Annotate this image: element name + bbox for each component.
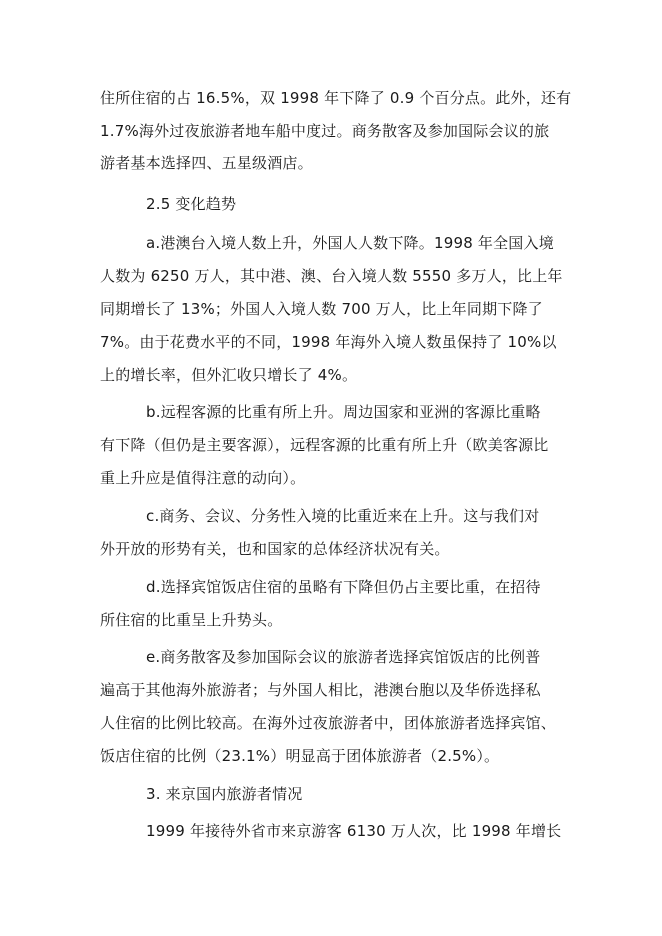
paragraph-e-line: 饭店住宿的比例（23.1%）明显高于团体旅游者（2.5%）。	[100, 747, 500, 765]
paragraph-a-line: 人数为 6250 万人，其中港、澳、台入境人数 5550 多万人，比上年	[100, 267, 563, 285]
paragraph-a-line: a.港澳台入境人数上升，外国人人数下降。1998 年全国入境	[146, 234, 554, 252]
paragraph-b-line: 重上升应是值得注意的动向）。	[100, 469, 306, 487]
body-text-line: 1999 年接待外省市来京游客 6130 万人次，比 1998 年增长	[146, 822, 562, 840]
paragraph-e-line: 人住宿的比例比较高。在海外过夜旅游者中，团体旅游者选择宾馆、	[100, 714, 557, 732]
paragraph-c-line: 外开放的形势有关，也和国家的总体经济状况有关。	[100, 540, 450, 558]
paragraph-b-line: 有下降（但仍是主要客源），远程客源的比重有所上升（欧美客源比	[100, 436, 549, 454]
paragraph-b-line: b.远程客源的比重有所上升。周边国家和亚洲的客源比重略	[146, 403, 541, 421]
body-text-line: 住所住宿的占 16.5%，双 1998 年下降了 0.9 个百分点。此外，还有	[100, 89, 572, 107]
body-text-line: 游者基本选择四、五星级酒店。	[100, 154, 313, 172]
section-heading: 2.5 变化趋势	[146, 195, 237, 213]
paragraph-a-line: 7%。由于花费水平的不同，1998 年海外入境人数虽保持了 10%以	[100, 333, 557, 351]
body-text-line: 1.7%海外过夜旅游者地车船中度过。商务散客及参加国际会议的旅	[100, 122, 550, 140]
paragraph-a-line: 同期增长了 13%；外国人入境人数 700 万人，比上年同期下降了	[100, 300, 543, 318]
paragraph-e-line: 遍高于其他海外旅游者；与外国人相比，港澳台胞以及华侨选择私	[100, 681, 541, 699]
section-heading: 3. 来京国内旅游者情况	[146, 785, 303, 803]
paragraph-c-line: c.商务、会议、分务性入境的比重近来在上升。这与我们对	[146, 507, 540, 525]
paragraph-d-line: 所住宿的比重呈上升势头。	[100, 611, 283, 629]
paragraph-d-line: d.选择宾馆饭店住宿的虽略有下降但仍占主要比重，在招待	[146, 578, 541, 596]
paragraph-a-line: 上的增长率，但外汇收只增长了 4%。	[100, 366, 358, 384]
paragraph-e-line: e.商务散客及参加国际会议的旅游者选择宾馆饭店的比例普	[146, 648, 541, 666]
